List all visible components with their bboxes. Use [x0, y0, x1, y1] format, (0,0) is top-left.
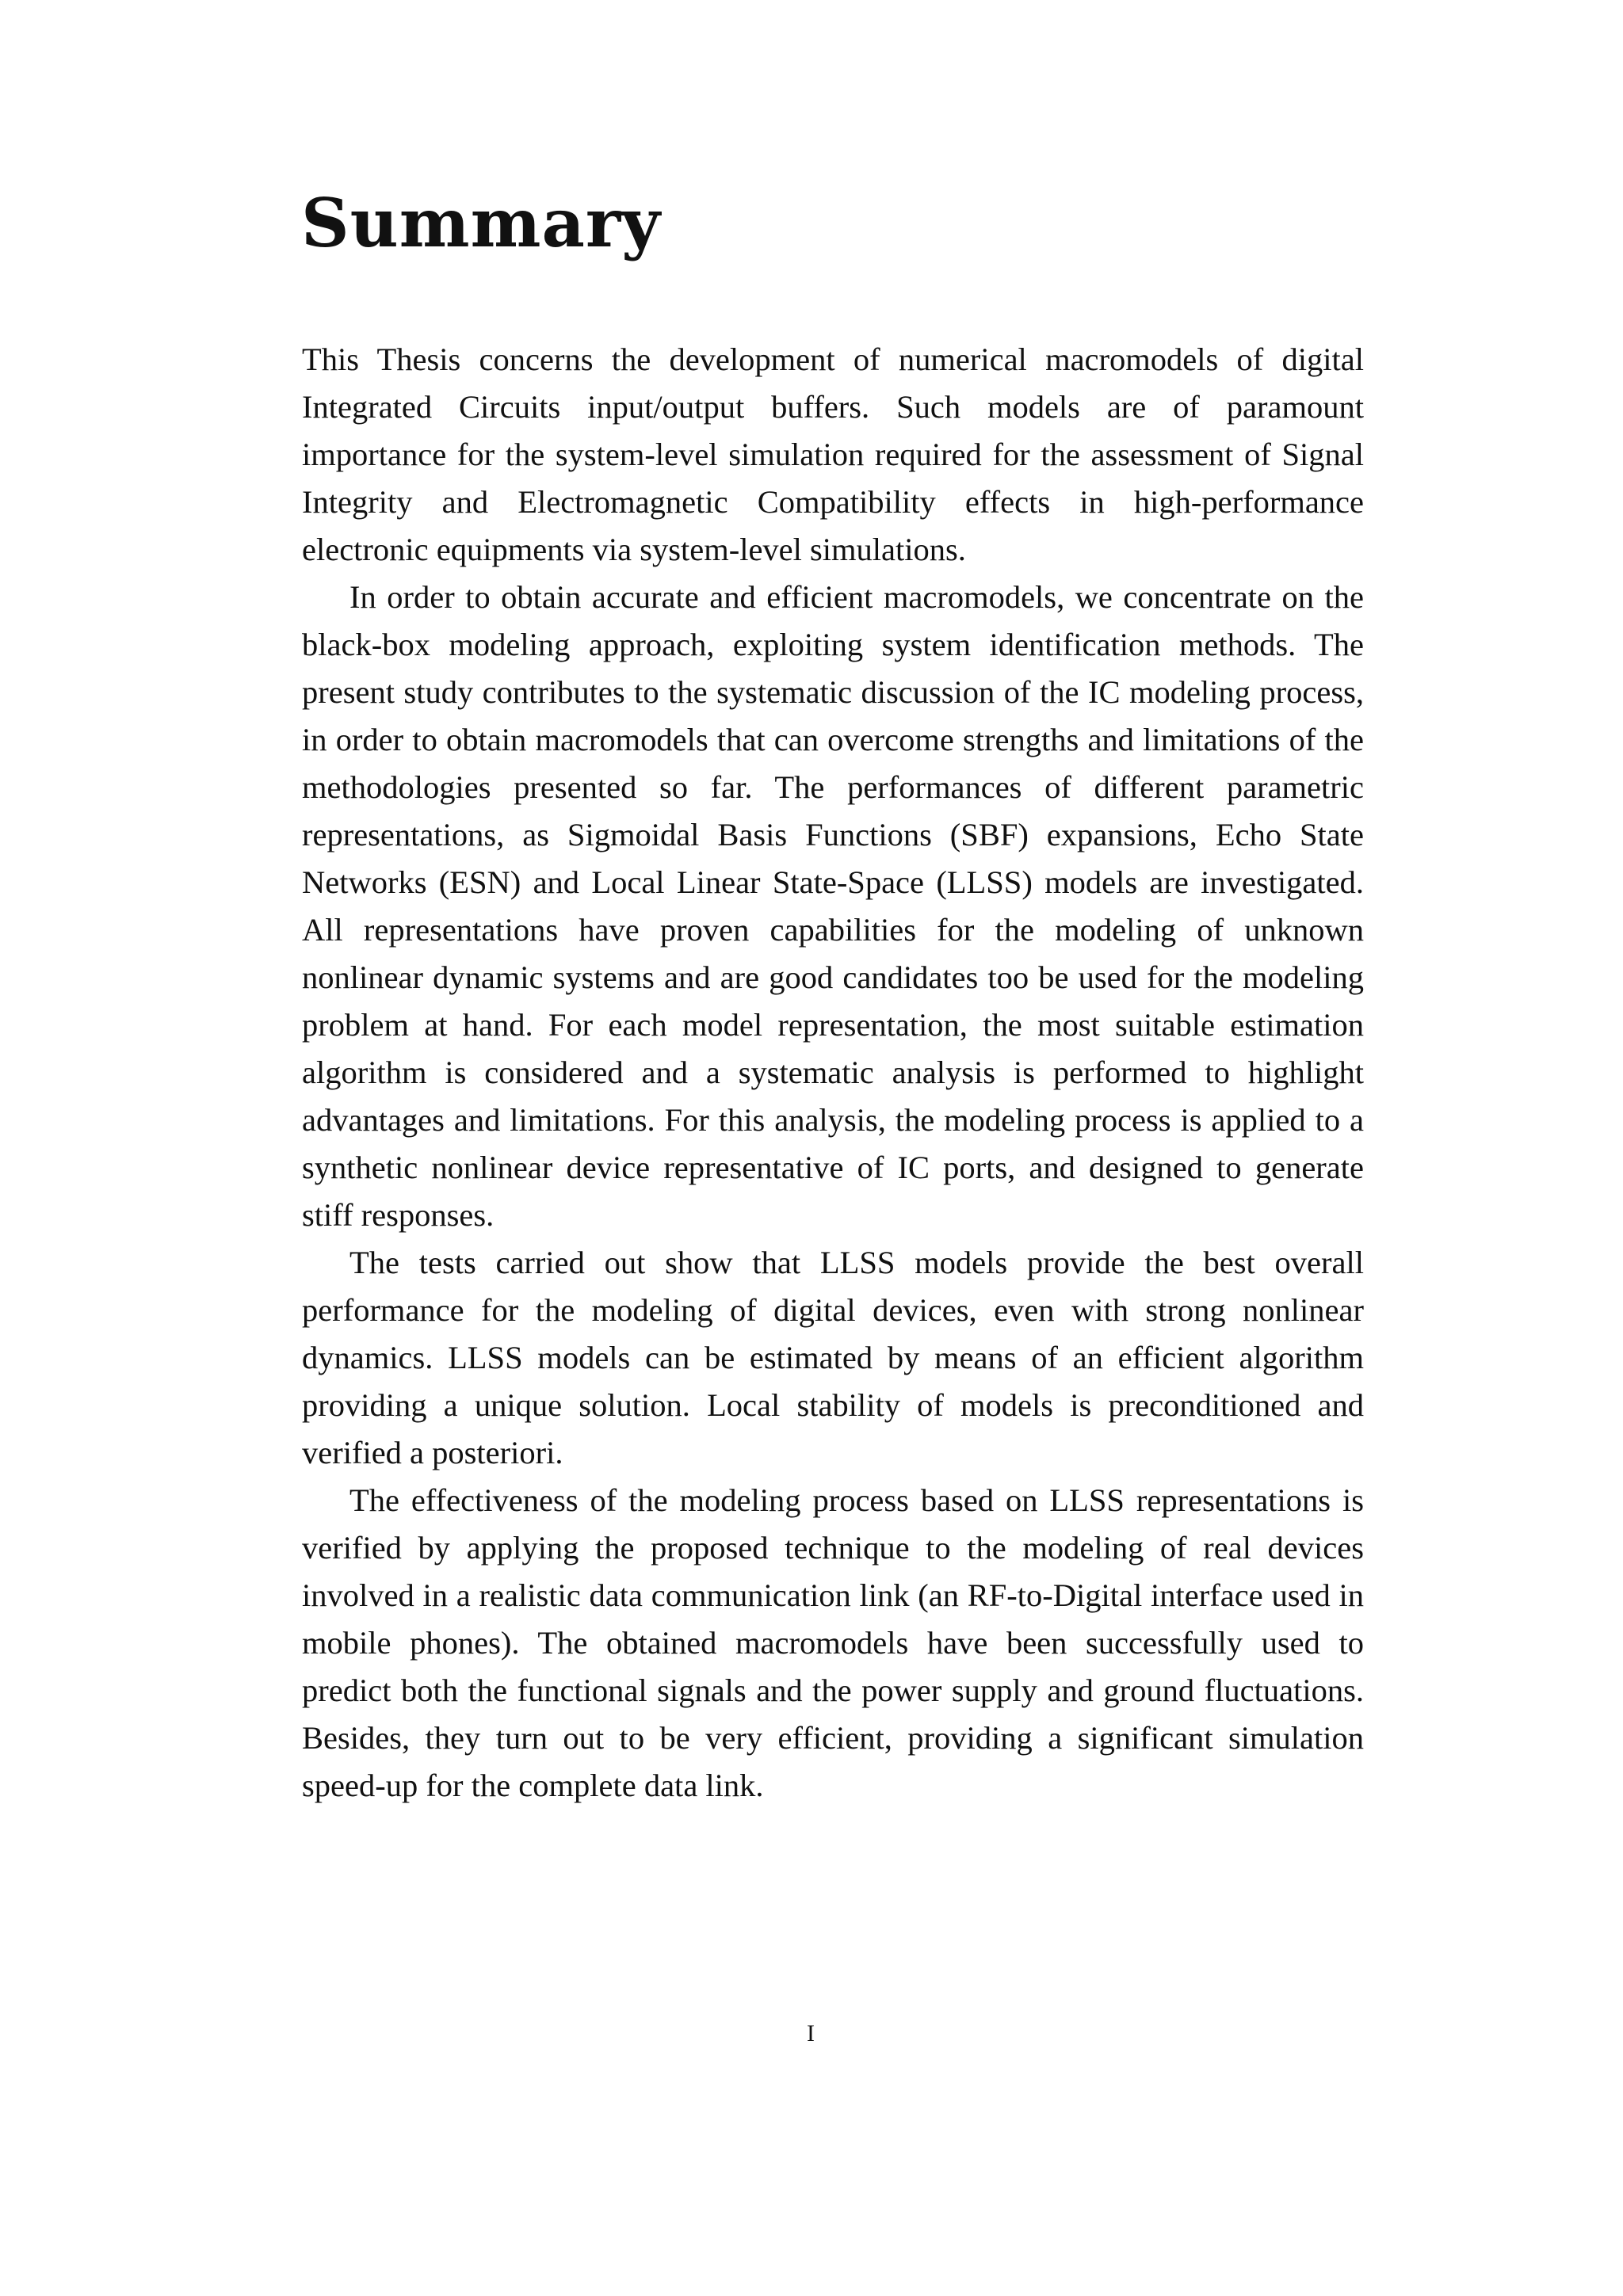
chapter-title: Summary	[301, 184, 661, 262]
paragraph-4: The effectiveness of the modeling process based on LLSS representations is verified by applying the proposed technique to the modeling of real devices involved in a realistic data communication link (an RF-to-Digital interface used in mobile phones). The obtained macromodels have been successfully used to predict both the functional signals and the power supply and ground fluctuations. Besides, they turn out to be very efficient, providing a significant simulation speed-up for the complete data link.	[302, 1482, 1364, 1803]
summary-body	[302, 336, 1364, 1810]
paragraph-3: The tests carried out show that LLSS models provide the best overall performance for the modeling of digital devices, even with strong nonlinear dynamics. LLSS models can be estimated by means of an efficient algorithm providing a unique solution. Local stability of models is preconditioned and verified a posteriori.	[302, 1245, 1364, 1470]
paragraph-2: In order to obtain accurate and efficient macromodels, we concentrate on the black-box modeling approach, exploiting system identification methods. The present study contributes to the systematic discussion of the IC modeling process, in order to obtain macromodels that can overcome strengths and limitations of the methodologies presented so far. The performances of different parametric representations, as Sigmoidal Basis Functions (SBF) expansions, Echo State Networks (ESN) and Local Linear State-Space (LLSS) models are investigated. All representations have proven capabilities for the modeling of unknown nonlinear dynamic systems and are good candidates too be used for the modeling problem at hand. For each model representation, the most suitable estimation algorithm is considered and a systematic analysis is performed to highlight advantages and limitations. For this analysis, the modeling process is applied to a synthetic nonlinear device representative of IC ports, and designed to generate stiff responses.	[302, 579, 1364, 1233]
page-number: I	[807, 2020, 816, 2046]
paragraph-1: This Thesis concerns the development of numerical macromodels of digital Integrated Circuits input/output buffers. Such models are of paramount importance for the system-level simulation required for the assessment of Signal Integrity and Electromagnetic Compatibility effects in high-performance electronic equipments via system-level simulations.	[302, 341, 1364, 567]
